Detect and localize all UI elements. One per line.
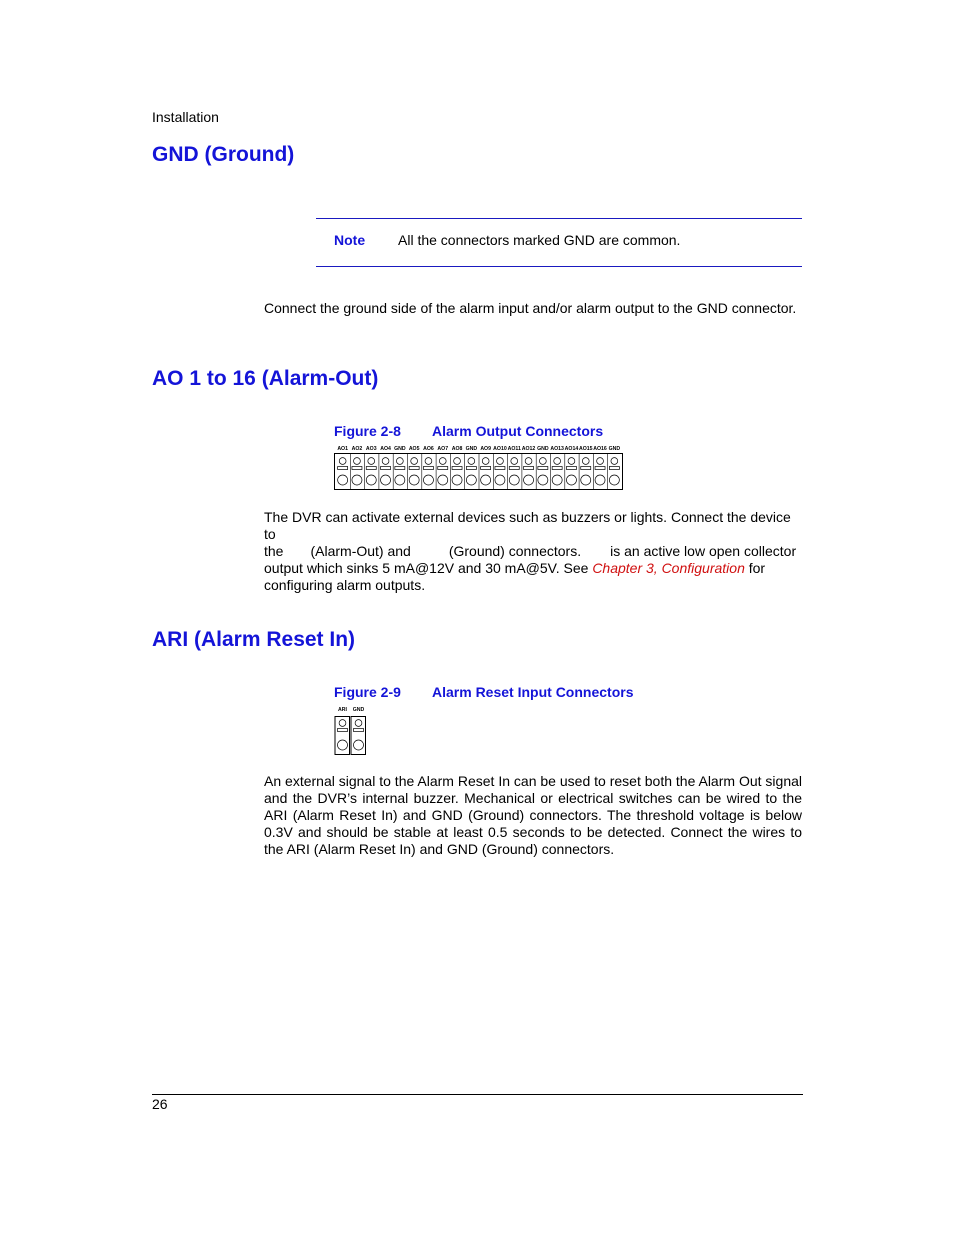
ao-connector-terminal-14 [522,454,534,489]
ao-body-line-3-b: for [748,560,766,576]
ao-connector-label-17: AO14 [564,446,579,452]
ao-connector-terminal-1 [338,458,348,485]
note-top-rule [316,218,802,219]
ao-body-line-4: configuring alarm outputs. [264,577,426,593]
ao-body-line-2-b: (Alarm-Out) and [310,543,411,559]
ari-connector-terminal-2 [351,717,366,755]
ao-connector-label-19: AO16 [593,446,607,452]
ao-connector-label-4: AO4 [380,446,391,452]
ao-body-line-3-a: output which sinks 5 mA@12V and 30 mA@5V. See [264,560,589,576]
note-label: Note [334,232,366,248]
figure-2-9-number: Figure 2-9 [334,684,401,700]
ao-connector-label-18: AO15 [578,446,593,452]
ao-connector-terminal-7 [422,454,434,489]
figure-2-8-number: Figure 2-8 [334,423,401,439]
ao-connector-terminal-4 [379,454,391,489]
ao-connector-label-2: AO2 [351,446,363,452]
ao-body-line-2-a: the [264,543,284,559]
ao-body-line-1: The DVR can activate external devices such as buzzers or lights. Connect the device to [264,509,791,542]
ao-connector-terminal-2 [350,454,362,489]
ao-connector-label-11: AO9 [480,446,491,452]
note-text: All the connectors marked GND are common. [398,232,681,248]
note-bottom-rule [316,266,802,267]
ao-connector-label-5: GND [394,446,406,452]
section-heading-ao: AO 1 to 16 (Alarm-Out) [152,367,379,390]
ao-connector-terminal-11 [479,454,491,489]
alarm-output-connector-diagram [334,442,624,492]
ao-connector-label-10: GND [465,446,478,452]
ao-connector-terminal-18 [579,454,591,489]
ao-connector-terminal-10 [465,454,477,489]
section-heading-ari: ARI (Alarm Reset In) [152,628,356,651]
ao-connector-terminal-9 [450,454,462,489]
ao-body-text [264,509,802,594]
ao-connector-terminal-15 [536,454,548,489]
figure-2-9-title: Alarm Reset Input Connectors [432,684,634,700]
ari-connector-terminal-1 [335,717,350,755]
section-heading-gnd: GND (Ground) [152,143,295,166]
ao-connector-terminal-16 [551,454,563,489]
figure-2-8-title: Alarm Output Connectors [432,423,604,439]
ao-connector-terminal-12 [493,454,505,489]
ao-connector-terminal-17 [565,454,577,489]
chapter-3-configuration-link[interactable]: Chapter 3, Configuration [592,560,745,576]
ao-connector-label-20: GND [608,446,621,452]
ao-connector-label-16: AO13 [550,446,564,452]
ao-connector-terminal-8 [436,454,448,489]
ao-connector-terminal-13 [508,454,520,489]
ao-connector-label-8: AO7 [437,446,449,452]
ari-connector-label-1: ARI [338,707,347,713]
ao-connector-label-14: AO12 [521,446,536,452]
ao-body-line-2-d: is an active low open collector [610,543,797,559]
ao-connector-label-3: AO3 [365,446,377,452]
ao-connector-label-15: GND [537,446,549,452]
ao-connector-label-13: AO11 [507,446,521,452]
page-number: 26 [152,1096,168,1112]
ao-body-line-2-c: (Ground) connectors. [448,543,582,559]
ao-body-line-3 [264,560,802,577]
ao-connector-label-7: AO6 [423,446,434,452]
ao-connector-label-1: AO1 [337,446,348,452]
ao-body-line-2 [264,543,802,560]
ari-body-text: An external signal to the Alarm Reset In can be used to reset both the Alarm Out signal and the DVR’s internal buzzer. Mechanical or electrical switches can be wired to the ARI (Alarm Reset In) and GND (Ground) connectors. The threshold voltage is below 0.3V and should be stable at least 0.5 seconds to be detected. Connect the wires to the ARI (Alarm Reset In) and GND (Ground) connectors. [264,773,802,857]
ao-connector-terminal-3 [365,454,377,489]
ao-connector-terminal-6 [408,454,420,489]
ao-connector-terminal-19 [593,454,605,489]
gnd-body-text: Connect the ground side of the alarm input and/or alarm output to the GND connector. [264,300,797,316]
ao-connector-label-12: AO10 [493,446,507,452]
footer-rule [152,1094,803,1095]
running-head: Installation [152,109,219,125]
alarm-reset-connector-diagram [334,704,370,756]
ao-connector-label-6: AO5 [408,446,420,452]
ao-connector-label-9: AO8 [451,446,463,452]
ao-connector-terminal-5 [393,454,405,489]
ao-connector-terminal-20 [608,454,620,489]
ari-connector-label-2: GND [352,707,365,713]
